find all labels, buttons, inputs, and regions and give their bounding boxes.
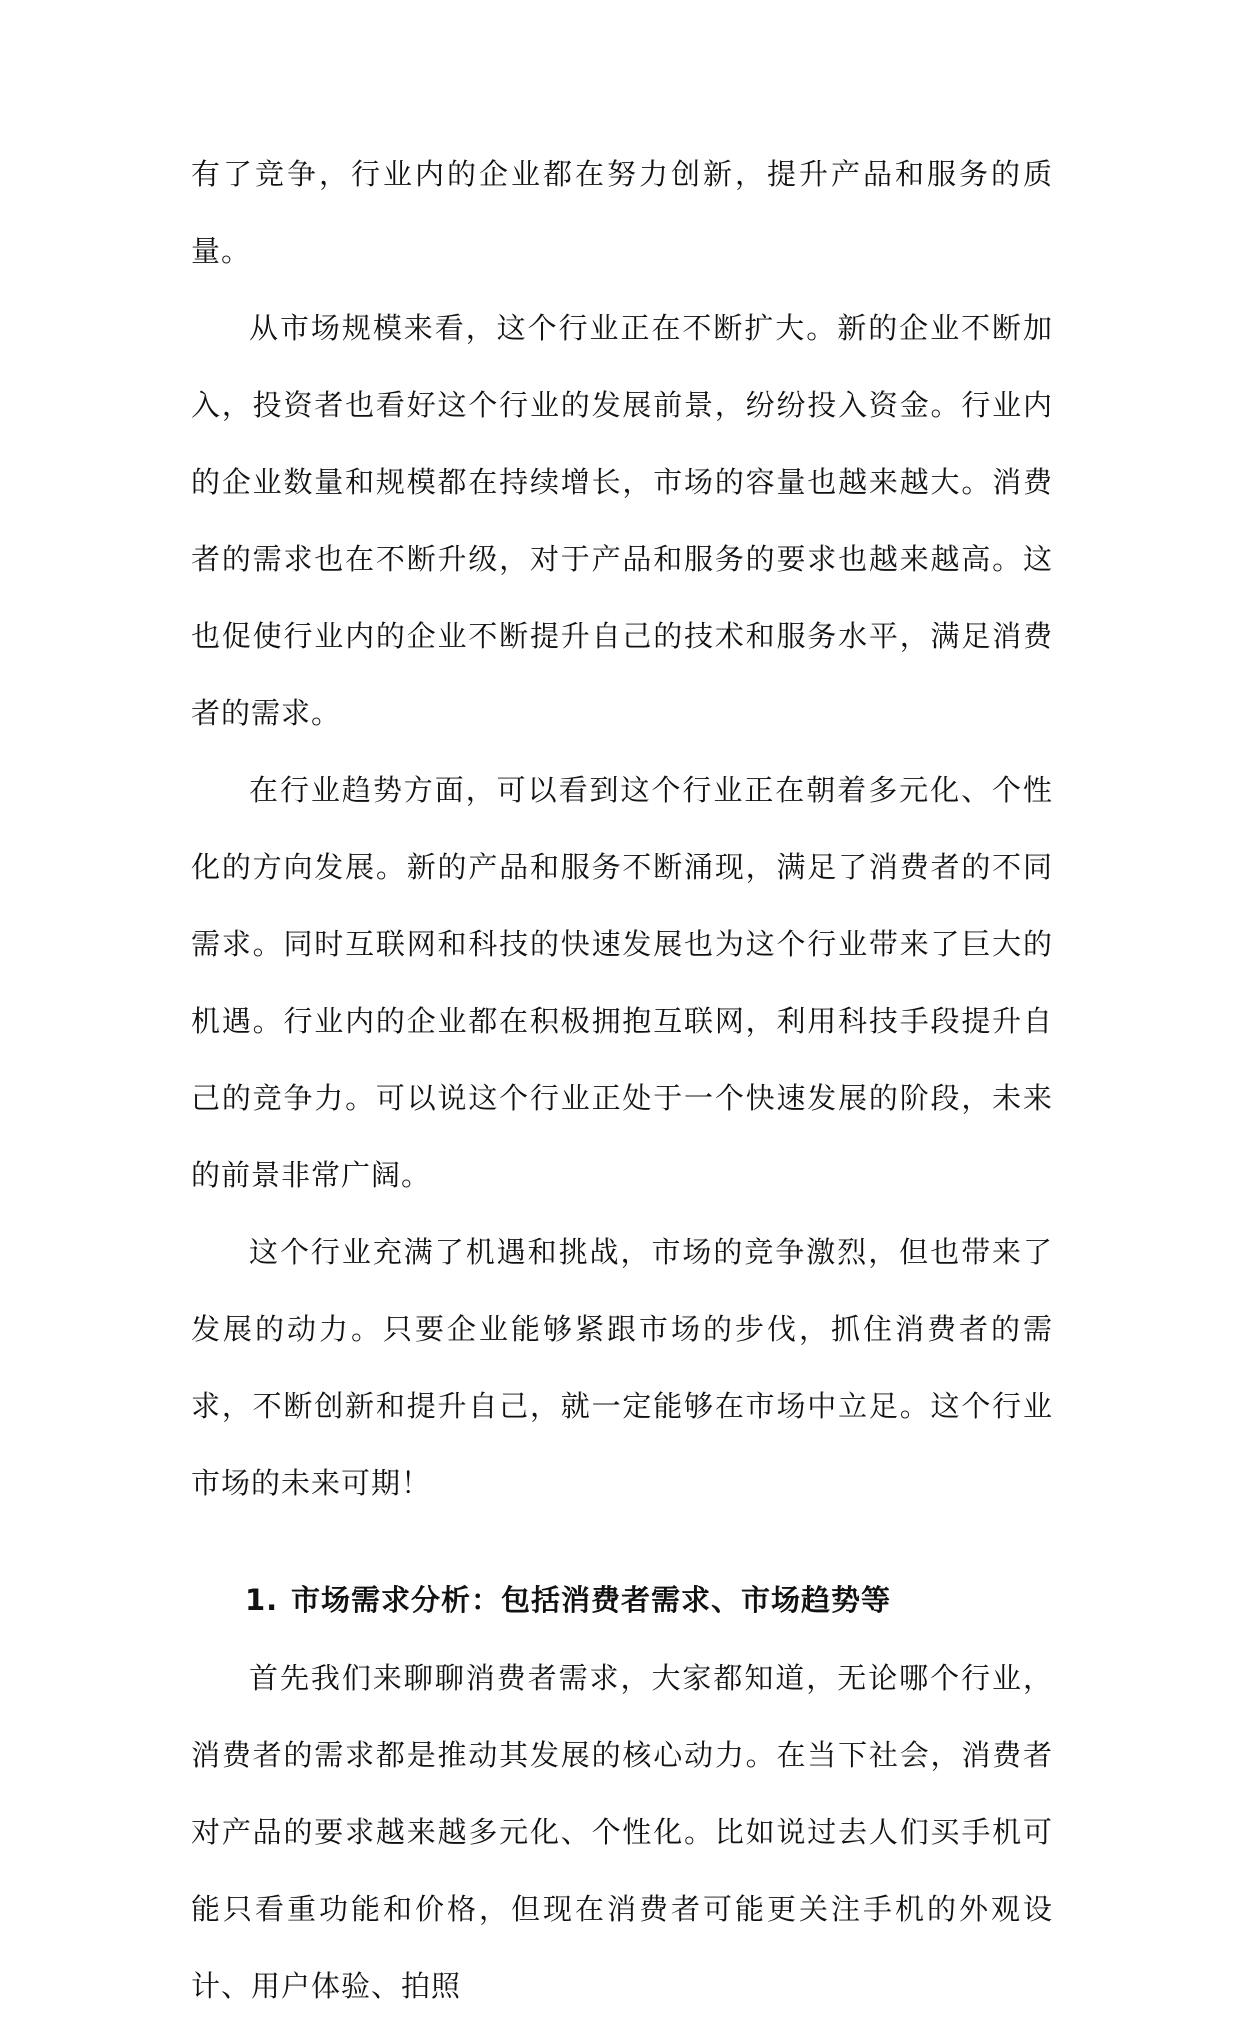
paragraph-consumer-demand: 首先我们来聊聊消费者需求，大家都知道，无论哪个行业，消费者的需求都是推动其发展的核心动力。在当下社会，消费者对产品的要求越来越多元化、个性化。比如说过去人们买手机可能只看重功能和价格，但现在消费者可能更关注手机的外观设计、用户体验、拍照 [191,1661,1053,2003]
section-heading [191,1560,1053,1640]
paragraph-conclusion: 这个行业充满了机遇和挑战，市场的竞争激烈，但也带来了发展的动力。只要企业能够紧跟市场的步伐，抓住消费者的需求，不断创新和提升自己，就一定能够在市场中立足。这个行业市场的未来可期！ [191,1235,1053,1500]
section-heading-number: 1. [245,1583,279,1617]
section-heading-text: 市场需求分析：包括消费者需求、市场趋势等 [291,1583,892,1617]
paragraph-industry-trend: 在行业趋势方面，可以看到这个行业正在朝着多元化、个性化的方向发展。新的产品和服务不断涌现，满足了消费者的不同需求。同时互联网和科技的快速发展也为这个行业带来了巨大的机遇。行业内的企业都在积极拥抱互联网，利用科技手段提升自己的竞争力。可以说这个行业正处于一个快速发展的阶段，未来的前景非常广阔。 [191,773,1053,1192]
paragraph-market-scale: 从市场规模来看，这个行业正在不断扩大。新的企业不断加入，投资者也看好这个行业的发展前景，纷纷投入资金。行业内的企业数量和规模都在持续增长，市场的容量也越来越大。消费者的需求也在不断升级，对于产品和服务的要求也越来越高。这也促使行业内的企业不断提升自己的技术和服务水平，满足消费者的需求。 [191,311,1053,730]
document-body [191,136,1053,2025]
paragraph-continuation: 有了竞争，行业内的企业都在努力创新，提升产品和服务的质量。 [191,157,1053,268]
